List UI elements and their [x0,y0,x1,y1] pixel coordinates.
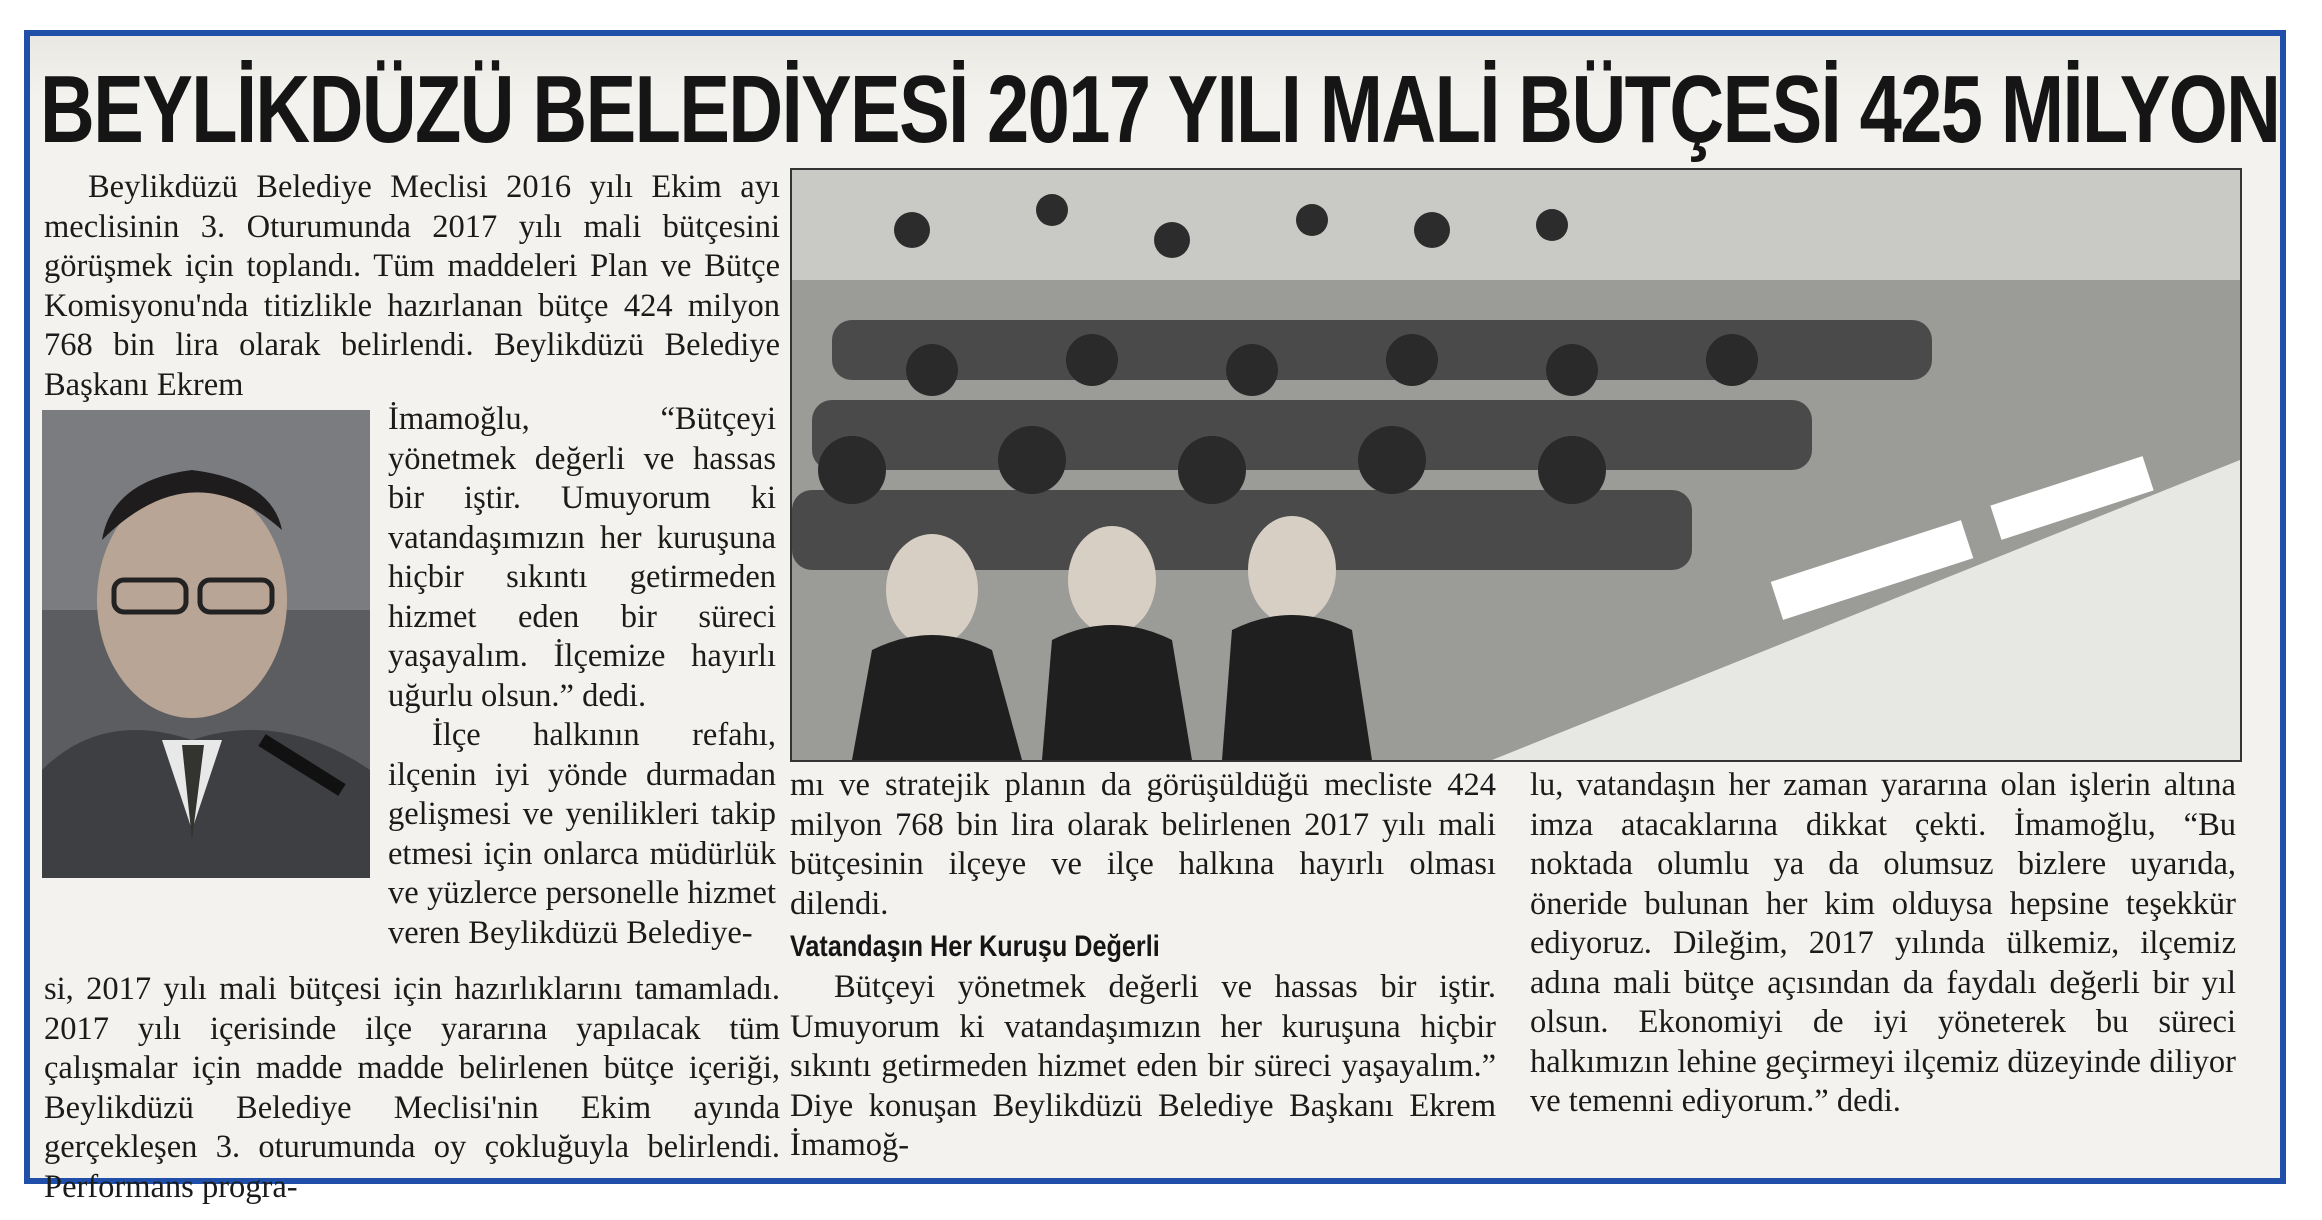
council-photo [790,168,2242,762]
mayor-photo-image [42,410,370,878]
headline: BEYLİKDÜZÜ BELEDİYESİ 2017 YILI MALİ BÜTÇESİ 425 MİLYON [40,56,2280,163]
mayor-photo [42,410,370,878]
paragraph-statement: Bütçeyi yönetmek değerli ve hassas bir iştir. Umuyorum ki vatandaşımızın her kuruşuna hiçbir sıkıntı getirmeden hizmet eden bir süreci yaşayalım.” Diye konuşan Beylikdüzü Belediye Başkanı Ekrem İmamoğ- [790,969,1496,1163]
column-1-top [44,168,780,403]
paragraph-quote: İmamoğlu, “Bütçeyi yönetmek değerli ve hassas bir iştir. Umuyorum ki vatandaşımızın her kuruşuna hiçbir sıkıntı getirmeden hizmet eden bir süreci yaşayalım. İlçemize hayırlı uğurlu olsun.” dedi. [388,401,776,714]
paragraph-budget-cont: si, 2017 yılı mali bütçesi için hazırlıklarını tamamladı. 2017 yılı içerisinde ilçe yararına yapılacak tüm çalışmalar için madde madde belirlenen bütçe içeriği, Beylikdüzü Belediye Meclisi'nin Ekim ayında gerçekleşen 3. oturumunda oy çokluğuyla belirlendi. Performans progra- [44,971,780,1205]
council-photo-image [792,170,2240,760]
paragraph-council: mı ve stratejik planın da görüşüldüğü mecliste 424 milyon 768 bin lira olarak belirlenen 2017 yılı mali bütçesinin ilçeye ve ilçe halkına hayırlı olması dilendi. [790,767,1496,922]
column-1-wrap [388,400,776,966]
paragraph-intro: Beylikdüzü Belediye Meclisi 2016 yılı Ekim ayı meclisinin 3. Oturumunda 2017 yılı mali bütçesini görüşmek için toplandı. Tüm maddeleri Plan ve Bütçe Komisyonu'nda titizlikle hazırlanan bütçe 424 milyon 768 bin lira olarak belirlendi. Beylikdüzü Belediye Başkanı Ekrem [44,169,780,403]
paragraph-closing: lu, vatandaşın her zaman yararına olan işlerin altına imza atacaklarına dikkat çekti. İmamoğlu, “Bu noktada olumlu ya da olumsuz bizlere uyarıda, öneride bulunan her kim olduysa hepsine teşekkür ediyoruz. Dileğim, 2017 yılında ülkemiz, ilçemiz adına mali bütçe açısından da faydalı değerli bir yıl olsun. Ekonomiyi de iyi yöneterek bu süreci halkımızın lehine geçirmeyi ilçemiz düzeyinde diliyor ve temenni ediyorum.” dedi. [1530,767,2236,1119]
subheading: Vatandaşın Her Kuruşu Değerli [790,930,1160,963]
column-1-bottom [44,970,780,1205]
column-2 [790,766,1496,1176]
paragraph-budget: İlçe halkının refahı, ilçenin iyi yönde durmadan gelişmesi ve yenilikleri takip etmesi için onlarca müdürlük ve yüzlerce personelle hizmet veren Beylikdüzü Belediye- [388,717,776,951]
column-3 [1530,766,2236,1176]
